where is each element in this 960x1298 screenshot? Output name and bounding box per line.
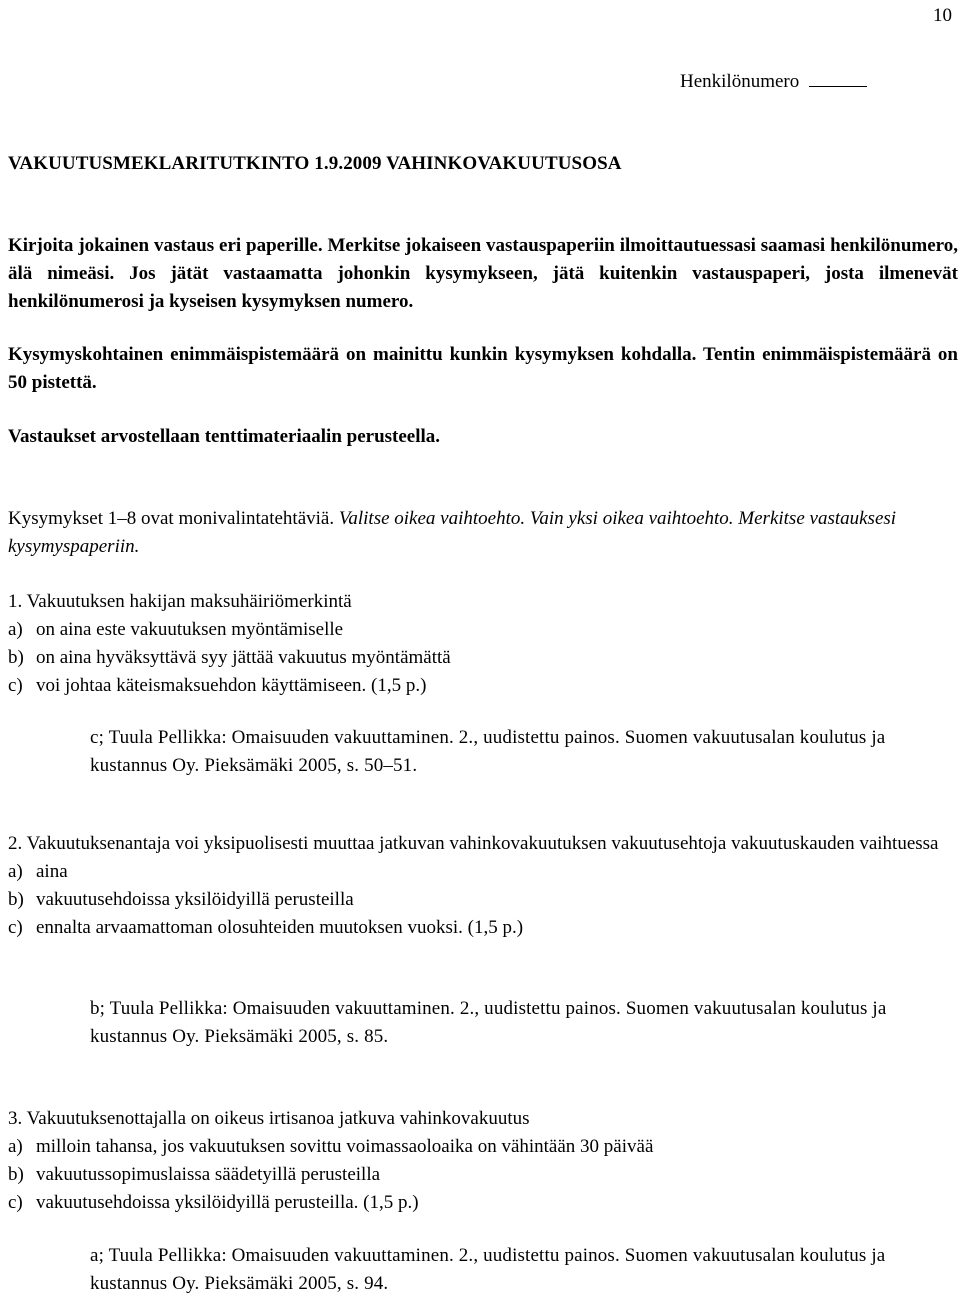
multiple-choice-intro <box>8 505 958 561</box>
mc-intro-italic: Valitse oikea vaihtoehto. Vain yksi oikea vaihtoehto. Merkitse vastauksesi kysymyspaperiin. <box>8 508 897 557</box>
option-text: ennalta arvaamattoman olosuhteiden muutoksen vuoksi. (1,5 p.) <box>36 917 524 938</box>
option-letter: b) <box>8 889 24 910</box>
option-letter: b) <box>8 647 24 668</box>
option-letter: c) <box>8 1192 23 1213</box>
option-text: on aina hyväksyttävä syy jättää vakuutus myöntämättä <box>36 647 451 668</box>
option-letter: a) <box>8 619 23 640</box>
answer-key-3: a; Tuula Pellikka: Omaisuuden vakuuttaminen. 2., uudistettu painos. Suomen vakuutusalan koulutus ja kustannus Oy. Pieksämäki 2005, s. 94. <box>90 1245 886 1294</box>
option-text: vakuutusehdoissa yksilöidyillä perusteilla <box>36 889 354 910</box>
option-text: milloin tahansa, jos vakuutuksen sovittu voimassaoloaika on vähintään 30 päivää <box>36 1136 654 1157</box>
option-c[interactable] <box>8 672 958 700</box>
option-text: vakuutusehdoissa yksilöidyillä perusteilla. (1,5 p.) <box>36 1192 419 1213</box>
question-stem: 3. Vakuutuksenottajalla on oikeus irtisanoa jatkuva vahinkovakuutus <box>8 1108 530 1129</box>
id-number-label: Henkilönumero <box>680 71 800 92</box>
option-b[interactable] <box>8 644 958 672</box>
option-letter: a) <box>8 861 23 882</box>
id-number-blank <box>809 72 867 87</box>
instructions-paragraph-2: Kysymyskohtainen enimmäispistemäärä on mainittu kunkin kysymyksen kohdalla. Tentin enimmäispistemäärä on 50 pistettä. <box>8 344 958 393</box>
page-title: VAKUUTUSMEKLARITUTKINTO 1.9.2009 VAHINKOVAKUUTUSOSA <box>8 153 622 174</box>
instructions-paragraph-3: Vastaukset arvostellaan tenttimateriaalin perusteella. <box>8 426 441 447</box>
option-c[interactable] <box>8 1189 958 1217</box>
option-a[interactable] <box>8 616 958 644</box>
question-1 <box>8 588 958 700</box>
option-letter: a) <box>8 1136 23 1157</box>
option-a[interactable] <box>8 1133 958 1161</box>
option-text: vakuutussopimuslaissa säädetyillä perusteilla <box>36 1164 381 1185</box>
option-c[interactable] <box>8 914 958 942</box>
option-text: voi johtaa käteismaksuehdon käyttämiseen. (1,5 p.) <box>36 675 427 696</box>
mc-intro-plain: Kysymykset 1–8 ovat monivalintatehtäviä. <box>8 508 339 529</box>
option-text: aina <box>36 861 68 882</box>
answer-key-1: c; Tuula Pellikka: Omaisuuden vakuuttaminen. 2., uudistettu painos. Suomen vakuutusalan koulutus ja kustannus Oy. Pieksämäki 2005, s. 50–51. <box>90 727 886 776</box>
answer-key-2: b; Tuula Pellikka: Omaisuuden vakuuttaminen. 2., uudistettu painos. Suomen vakuutusalan koulutus ja kustannus Oy. Pieksämäki 2005, s. 85. <box>90 998 887 1047</box>
option-letter: c) <box>8 917 23 938</box>
instructions-paragraph-1: Kirjoita jokainen vastaus eri paperille. Merkitse jokaiseen vastauspaperiin ilmoittautuessasi saamasi henkilönumero, älä nimeäsi. Jos jätät vastaamatta johonkin kysymykseen, jätä kuitenkin vastauspaperi, josta ilmenevät henkilönumerosi ja kyseisen kysymyksen numero. <box>8 235 958 312</box>
id-number-field <box>680 68 867 96</box>
option-b[interactable] <box>8 886 958 914</box>
option-letter: c) <box>8 675 23 696</box>
option-letter: b) <box>8 1164 24 1185</box>
option-b[interactable] <box>8 1161 958 1189</box>
option-a[interactable] <box>8 858 958 886</box>
page-number: 10 <box>933 5 952 26</box>
question-stem: 2. Vakuutuksenantaja voi yksipuolisesti muuttaa jatkuvan vahinkovakuutuksen vakuutusehtoja vakuutuskauden vaihtuessa <box>8 833 939 854</box>
question-stem: 1. Vakuutuksen hakijan maksuhäiriömerkintä <box>8 591 352 612</box>
question-3 <box>8 1105 958 1217</box>
question-2 <box>8 830 958 942</box>
option-text: on aina este vakuutuksen myöntämiselle <box>36 619 344 640</box>
